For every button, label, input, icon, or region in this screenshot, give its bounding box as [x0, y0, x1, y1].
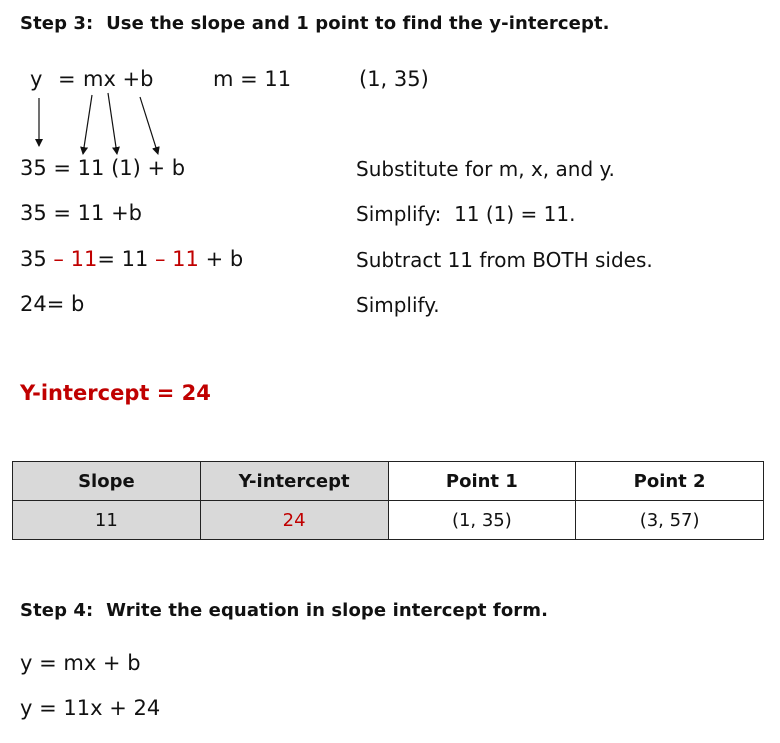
header-y-intercept: Y-intercept [200, 462, 388, 501]
slope-value: m = 11 [213, 67, 292, 91]
arrow-b [140, 97, 158, 154]
cell-y-intercept: 24 [200, 501, 388, 540]
arrow-m [83, 95, 92, 154]
step4-heading: Step 4: Write the equation in slope intercept form. [20, 600, 549, 621]
given-point: (1, 35) [359, 67, 429, 91]
table-row [13, 501, 764, 540]
formula-mx-b: mx +b [83, 67, 154, 91]
cell-point-2: (3, 57) [576, 501, 764, 540]
work-note-2: Simplify: 11 (1) = 11. [356, 202, 576, 226]
equation-final: y = 11x + 24 [20, 696, 161, 720]
work-note-3: Subtract 11 from BOTH sides. [356, 248, 653, 272]
work-line-2: 35 = 11 +b [20, 201, 142, 225]
summary-table [12, 461, 764, 540]
work-note-1: Substitute for m, x, and y. [356, 157, 615, 181]
work-line-4: 24= b [20, 292, 85, 316]
step3-heading: Step 3: Use the slope and 1 point to find the y-intercept. [20, 13, 610, 34]
formula-y: y [30, 67, 43, 91]
y-intercept-result: Y-intercept = 24 [20, 381, 211, 405]
work-line-1: 35 = 11 (1) + b [20, 156, 186, 180]
work-line-3: 35 – 11= 11 – 11 + b [20, 247, 244, 271]
equation-general: y = mx + b [20, 651, 141, 675]
cell-point-1: (1, 35) [388, 501, 576, 540]
formula-equals: = [58, 67, 76, 91]
cell-slope: 11 [13, 501, 201, 540]
header-point-1: Point 1 [388, 462, 576, 501]
arrow-x [108, 93, 117, 154]
work-note-4: Simplify. [356, 293, 440, 317]
table-header-row [13, 462, 764, 501]
header-point-2: Point 2 [576, 462, 764, 501]
header-slope: Slope [13, 462, 201, 501]
